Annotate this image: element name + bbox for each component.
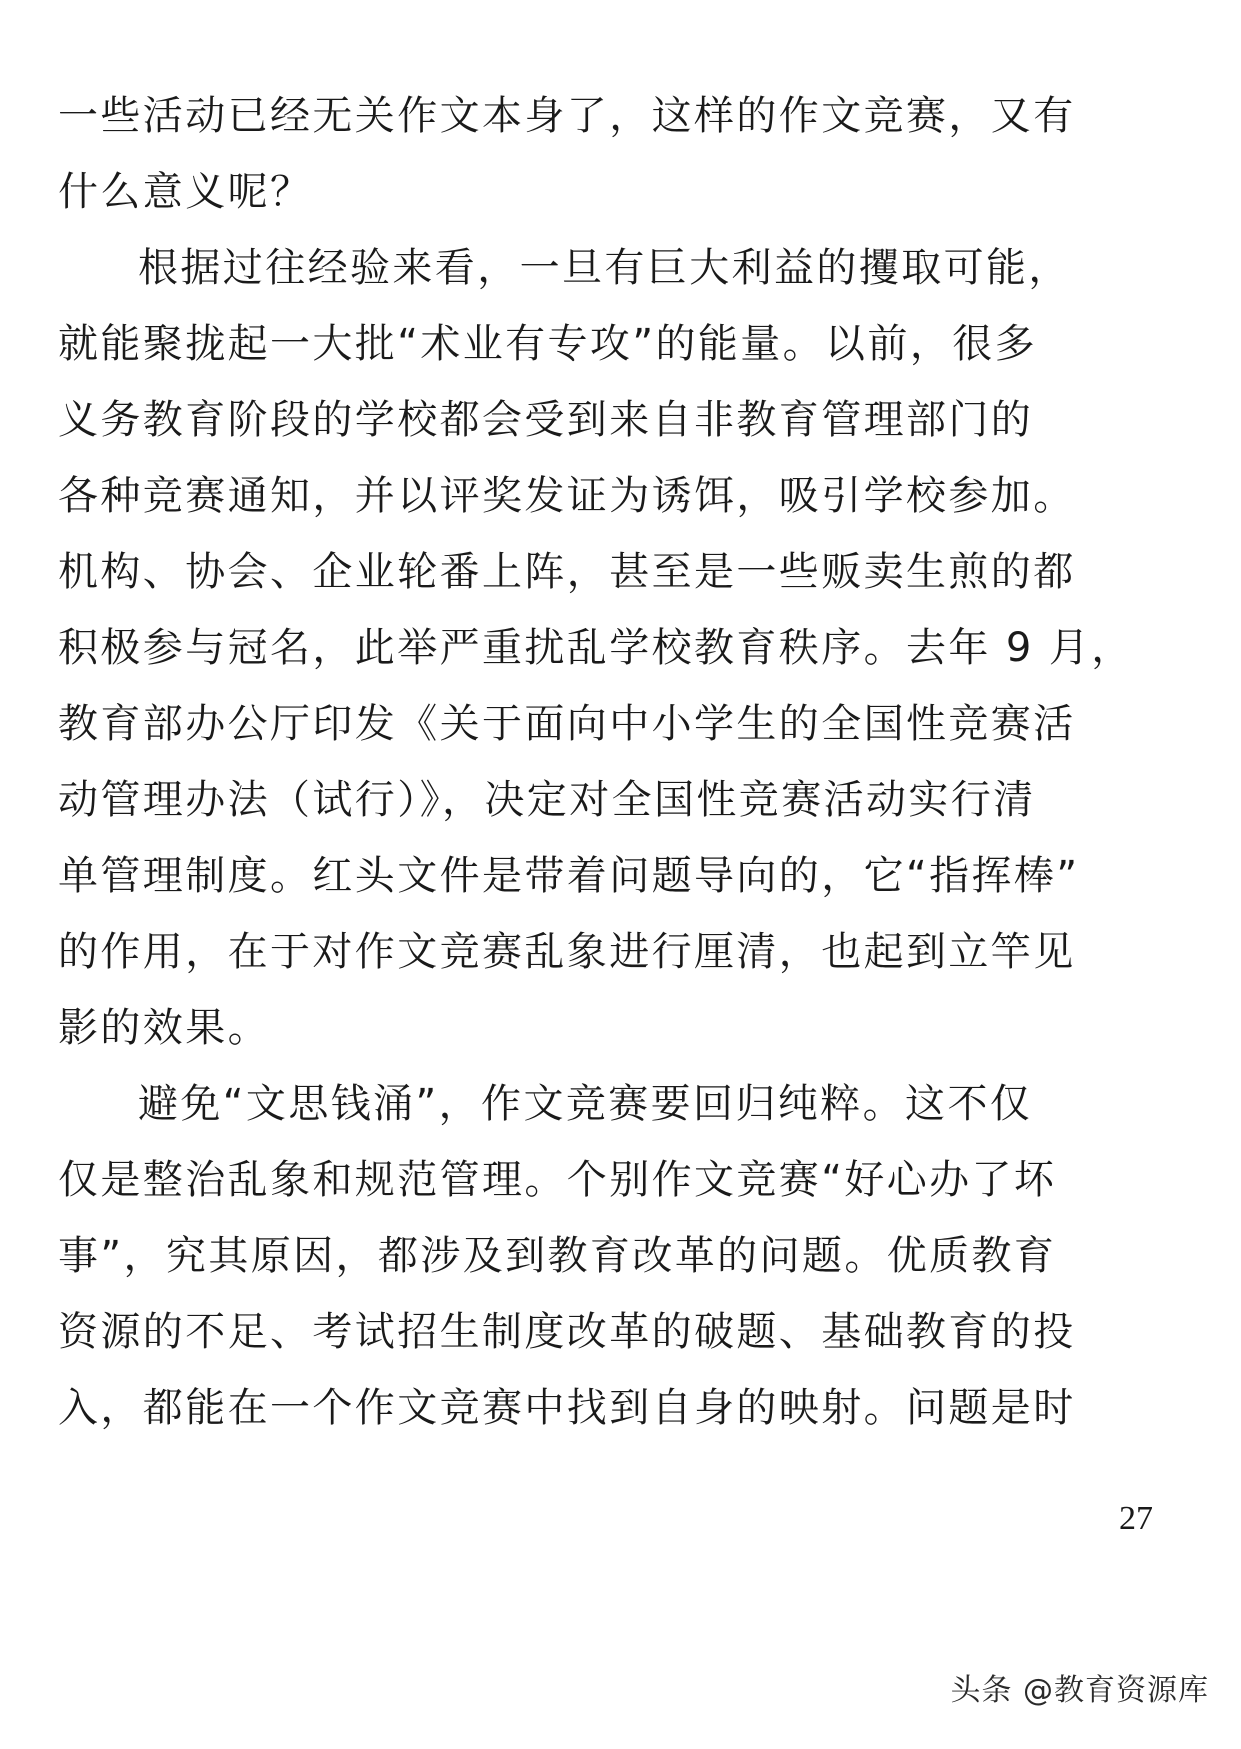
watermark: 头条 @教育资源库 <box>950 1673 1209 1708</box>
text-line: 机构、协会、企业轮番上阵，甚至是一些贩卖生煎的都 <box>58 549 1076 595</box>
page-number: 27 <box>1119 1500 1153 1537</box>
text-line: 就能聚拢起一大批“术业有专攻”的能量。以前，很多 <box>58 321 1038 367</box>
text-line: 积极参与冠名，此举严重扰乱学校教育秩序。去年 9 月， <box>58 625 1134 671</box>
text-line: 资源的不足、考试招生制度改革的破题、基础教育的投 <box>58 1309 1076 1355</box>
text-line: 单管理制度。红头文件是带着问题导向的，它“指挥棒” <box>58 853 1080 899</box>
text-line: 动管理办法（试行）》，决定对全国性竞赛活动实行清 <box>58 777 1036 823</box>
text-line: 根据过往经验来看，一旦有巨大利益的攫取可能， <box>138 245 1071 291</box>
body-text <box>58 78 1183 1446</box>
text-line: 义务教育阶段的学校都会受到来自非教育管理部门的 <box>58 397 1034 443</box>
text-line: 影的效果。 <box>58 1005 270 1051</box>
text-line: 入，都能在一个作文竞赛中找到自身的映射。问题是时 <box>58 1385 1076 1431</box>
text-line: 仅是整治乱象和规范管理。个别作文竞赛“好心办了坏 <box>58 1157 1057 1203</box>
text-line: 什么意义呢？ <box>58 169 313 215</box>
text-line: 避免“文思钱涌”，作文竞赛要回归纯粹。这不仅 <box>138 1081 1033 1127</box>
text-line: 各种竞赛通知，并以评奖发证为诱饵，吸引学校参加。 <box>58 473 1076 519</box>
text-line: 的作用，在于对作文竞赛乱象进行厘清，也起到立竿见 <box>58 929 1076 975</box>
text-line: 教育部办公厅印发《关于面向中小学生的全国性竞赛活 <box>58 701 1076 747</box>
text-line: 事”，究其原因，都涉及到教育改革的问题。优质教育 <box>58 1233 1057 1279</box>
text-line: 一些活动已经无关作文本身了，这样的作文竞赛，又有 <box>58 93 1076 139</box>
